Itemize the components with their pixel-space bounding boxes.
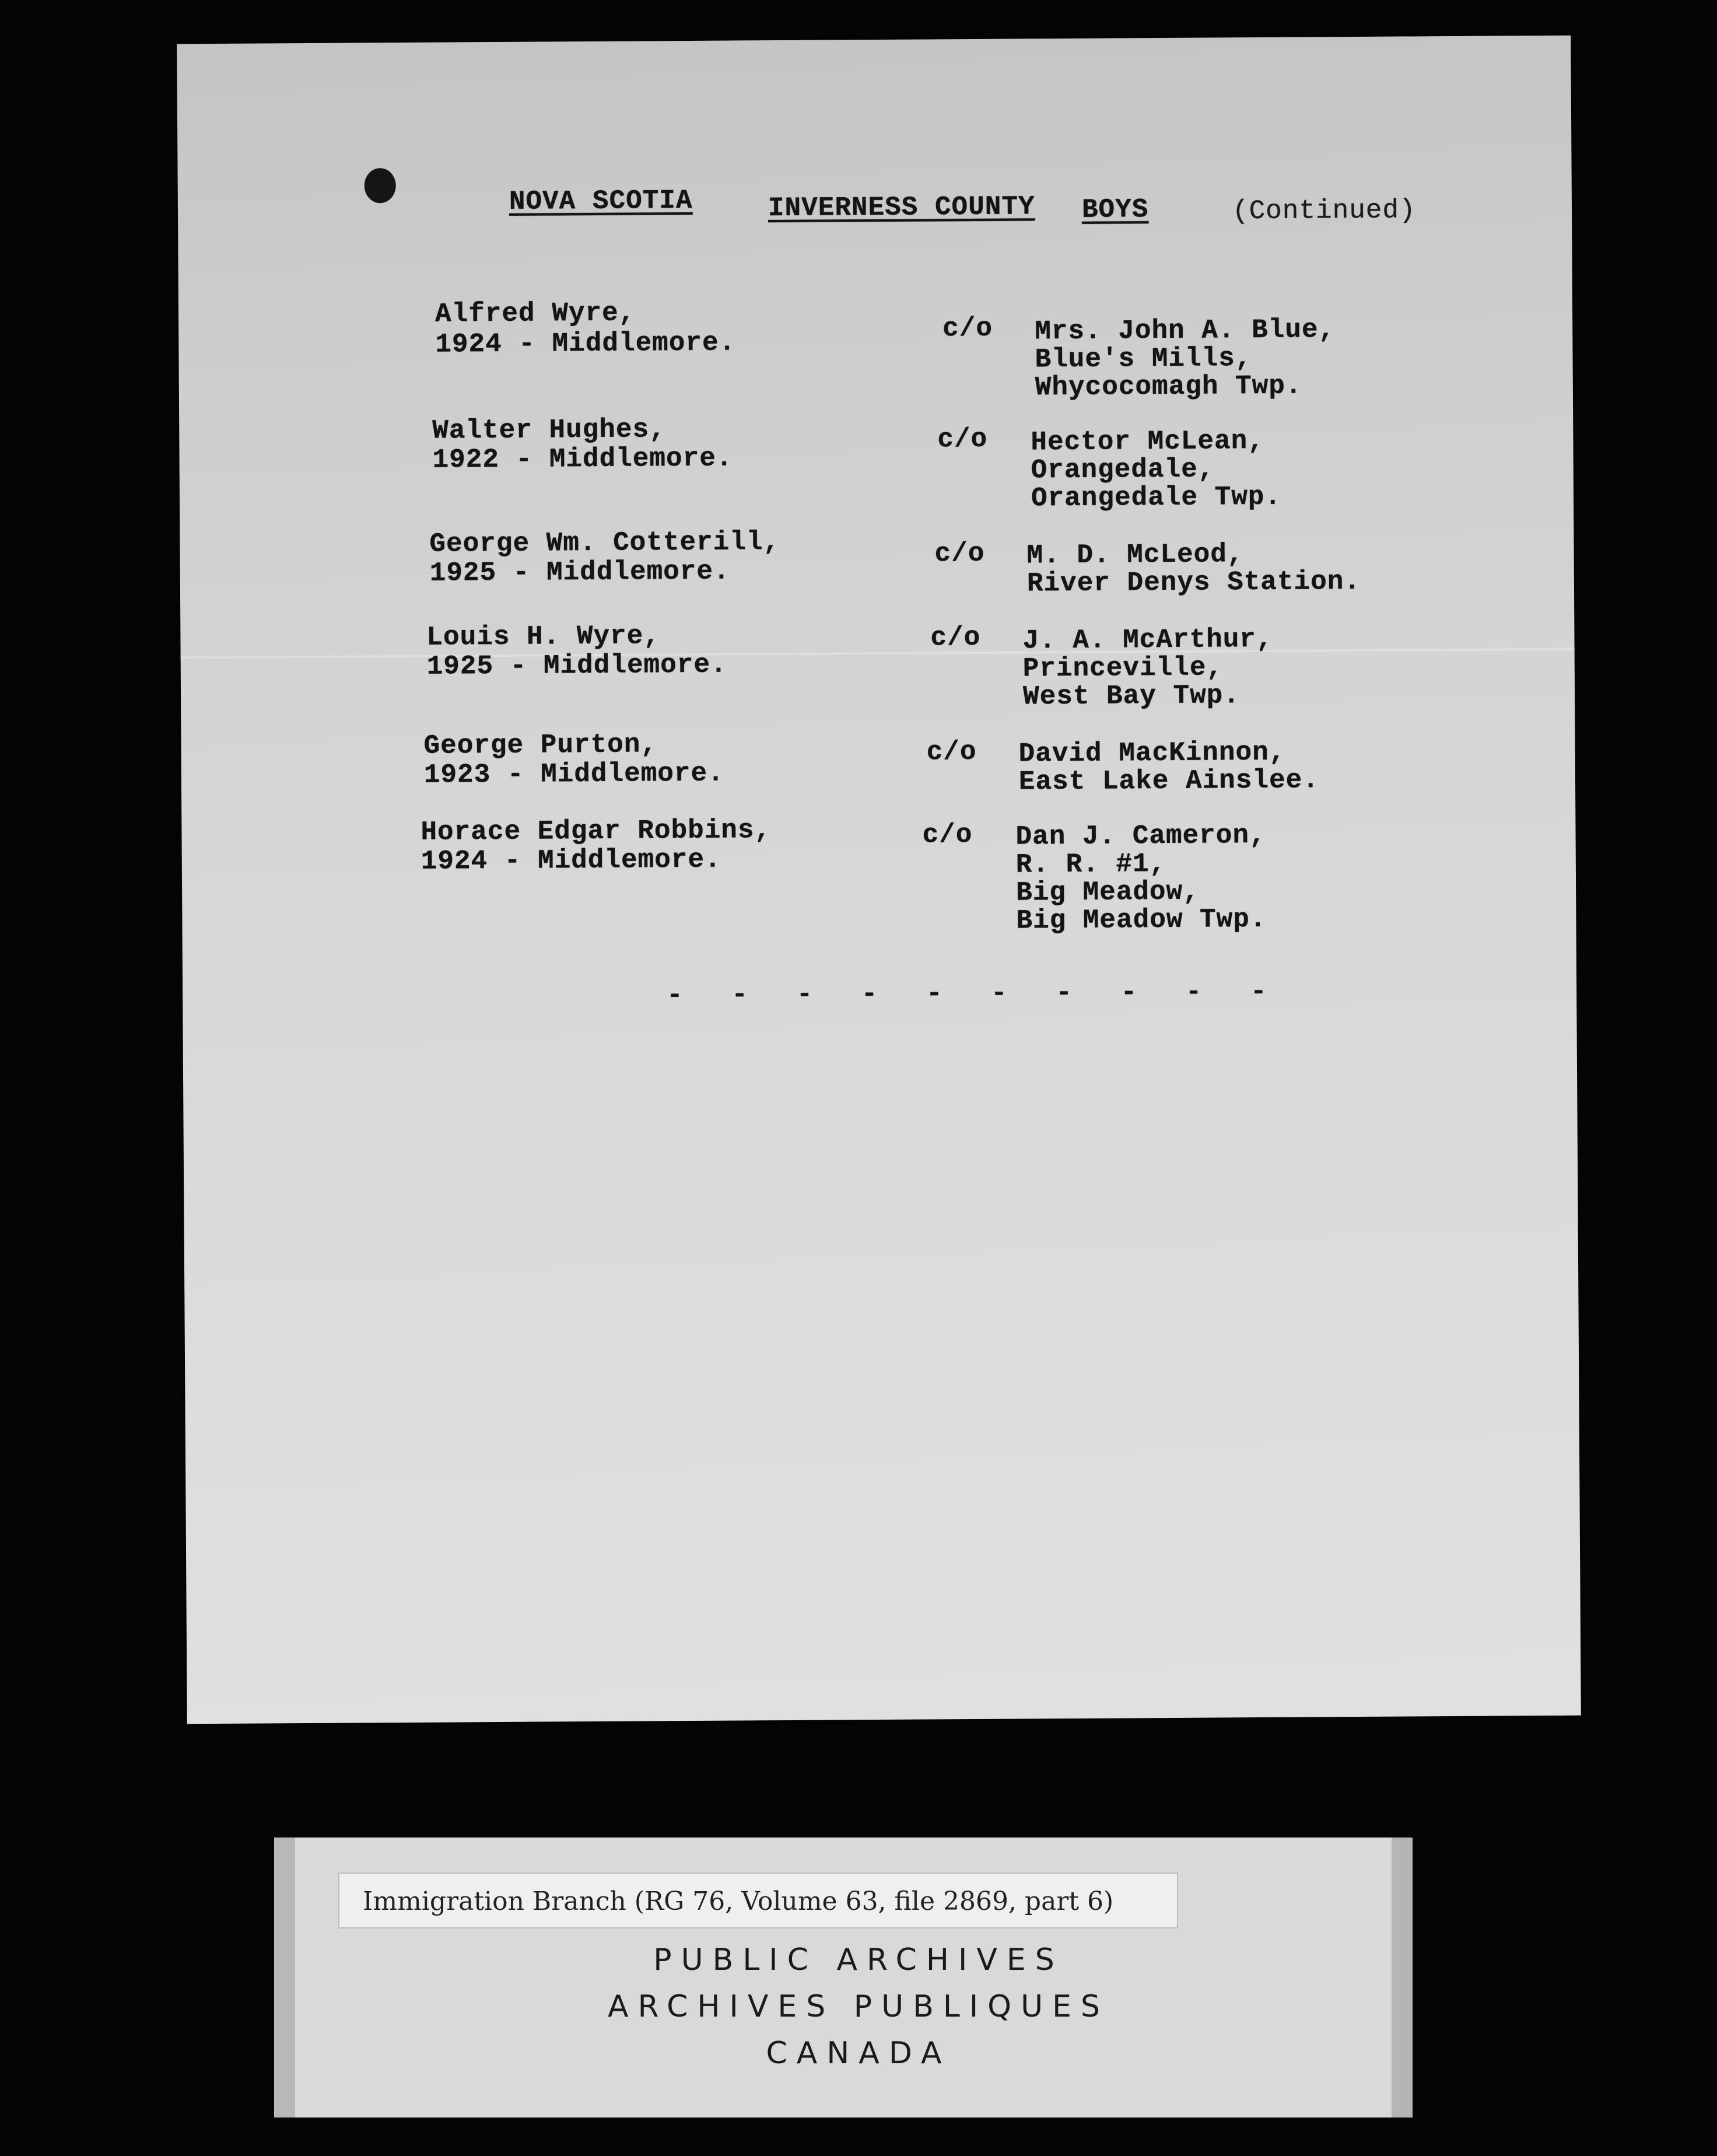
end-dashes: - - - - - - - - - - xyxy=(667,976,1283,1011)
header-continued: (Continued) xyxy=(1232,195,1416,227)
entry-address-line: Blue's Mills, xyxy=(1035,343,1252,375)
entry-address-line: Dan J. Cameron, xyxy=(1015,820,1266,852)
entry-co: c/o xyxy=(926,736,977,768)
document-page xyxy=(177,36,1581,1724)
entry-address-line: Big Meadow Twp. xyxy=(1016,904,1267,936)
archive-stamp-line: ARCHIVES PUBLIQUES xyxy=(607,1989,1110,2024)
entry-year: 1922 - Middlemore. xyxy=(432,443,733,475)
entry-co: c/o xyxy=(937,424,988,455)
ink-blot xyxy=(365,168,396,203)
header-county: INVERNESS COUNTY xyxy=(768,191,1035,224)
entry-co: c/o xyxy=(922,820,973,850)
reference-label: Immigration Branch (RG 76, Volume 63, file 2869, part 6) xyxy=(338,1873,1178,1929)
entry-address-line: Orangedale, xyxy=(1031,454,1215,486)
entry-name: Louis H. Wyre, xyxy=(426,621,661,653)
entry-name: Walter Hughes, xyxy=(432,414,666,446)
entry-year: 1925 - Middlemore. xyxy=(426,649,727,682)
archive-stamp-line: PUBLIC ARCHIVES xyxy=(653,1943,1064,1978)
fold-line xyxy=(181,648,1575,659)
entry-address-line: J. A. McArthur, xyxy=(1022,624,1273,656)
header-group: BOYS xyxy=(1081,194,1149,225)
entry-address-line: Whycocomagh Twp. xyxy=(1035,370,1302,403)
entry-address-line: Mrs. John A. Blue, xyxy=(1035,314,1336,347)
entry-year: 1923 - Middlemore. xyxy=(423,758,724,790)
entry-co: c/o xyxy=(930,622,981,653)
entry-address-line: Orangedale Twp. xyxy=(1031,481,1282,514)
entry-address-line: East Lake Ainslee. xyxy=(1018,765,1320,797)
archive-stamp-line: CANADA xyxy=(766,2036,951,2071)
entry-year: 1925 - Middlemore. xyxy=(429,556,730,589)
entry-address-line: David MacKinnon, xyxy=(1018,737,1286,769)
entry-co: c/o xyxy=(934,538,985,569)
entry-address-line: West Bay Twp. xyxy=(1022,680,1241,712)
entry-name: George Wm. Cotterill, xyxy=(429,527,780,559)
entry-address-line: M. D. McLeod, xyxy=(1026,539,1244,571)
entry-co: c/o xyxy=(942,313,993,344)
entry-year: 1924 - Middlemore. xyxy=(421,844,721,877)
entry-name: George Purton, xyxy=(423,729,658,761)
entry-name: Alfred Wyre, xyxy=(434,298,636,330)
header-province: NOVA SCOTIA xyxy=(509,185,693,217)
entry-year: 1924 - Middlemore. xyxy=(435,327,736,360)
entry-address-line: Big Meadow, xyxy=(1015,876,1200,908)
entry-name: Horace Edgar Robbins, xyxy=(421,815,772,848)
entry-address-line: Princeville, xyxy=(1022,652,1224,684)
entry-address-line: R. R. #1, xyxy=(1015,848,1166,880)
entry-address-line: River Denys Station. xyxy=(1026,566,1361,599)
entry-address-line: Hector McLean, xyxy=(1031,425,1265,458)
